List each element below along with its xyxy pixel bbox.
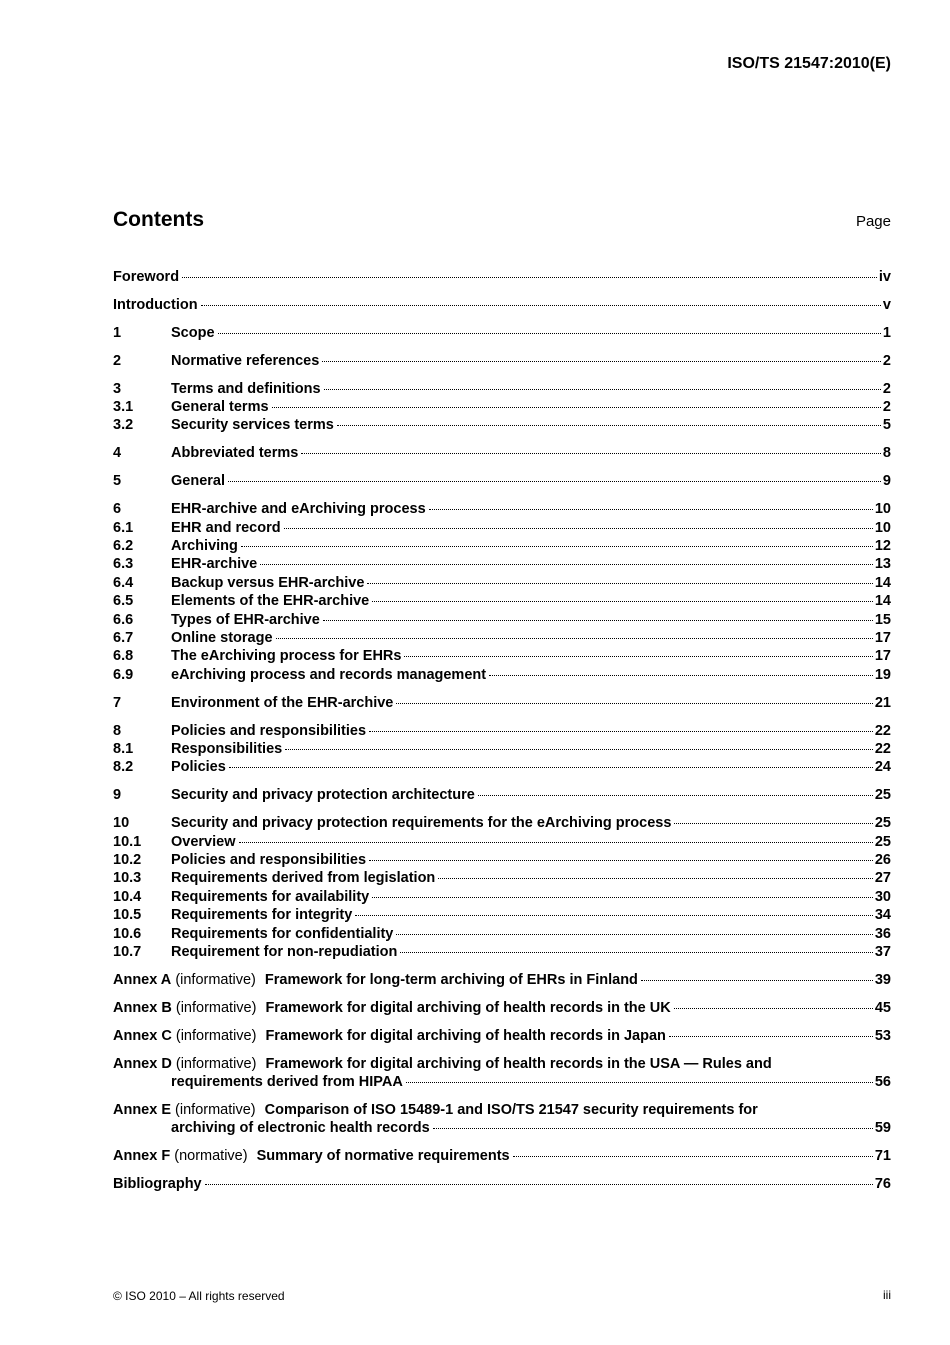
- toc-entry-10-6[interactable]: [113, 925, 891, 943]
- toc-entry-title: Environment of the EHR-archive: [171, 694, 394, 711]
- toc-entry-title: Foreword: [113, 269, 180, 285]
- toc-entry-6-8[interactable]: [113, 647, 891, 665]
- toc-entry-title: Summary of normative requirements: [256, 1148, 510, 1165]
- toc-entry-10-3[interactable]: [113, 869, 891, 887]
- toc-entry-annex-b[interactable]: [113, 999, 891, 1017]
- toc-entry-number: 6.2: [113, 537, 134, 554]
- toc-entry-title: Terms and definitions: [171, 380, 321, 397]
- toc-entry-number: 8.1: [113, 741, 134, 758]
- toc-entry-introduction[interactable]: [113, 296, 891, 314]
- leader-dots: [369, 860, 873, 861]
- toc-entry-number: 4: [113, 445, 122, 462]
- toc-entry-page: 10: [874, 519, 891, 536]
- toc-entry-page: 36: [874, 925, 891, 942]
- leader-dots: [337, 425, 881, 426]
- toc-entry-page: 17: [874, 630, 891, 646]
- toc-entry-number: 7: [113, 694, 122, 711]
- toc-entry-page: 59: [874, 1120, 891, 1137]
- toc-entry-number: 3.1: [113, 399, 134, 416]
- leader-dots: [404, 656, 872, 657]
- toc-entry-annex-e[interactable]: [113, 1101, 891, 1138]
- toc-entry-title: Requirements for integrity: [171, 907, 353, 924]
- toc-entry-number: 3: [113, 380, 122, 397]
- toc-entry-title: Normative references: [171, 352, 320, 369]
- leader-dots: [369, 731, 873, 732]
- toc-entry-7[interactable]: [113, 694, 891, 712]
- leader-dots: [201, 305, 881, 306]
- toc-entry-number: 5: [113, 473, 122, 490]
- leader-dots: [355, 915, 873, 916]
- toc-entry-title: General terms: [171, 399, 269, 416]
- leader-dots: [669, 1036, 873, 1037]
- toc-entry-title: Policies: [171, 759, 226, 776]
- toc-entry-title: Framework for digital archiving of health records in Japan: [265, 1027, 666, 1044]
- annex-line: [113, 1101, 891, 1119]
- annex-label: Annex C: [113, 1027, 172, 1044]
- copyright-notice: © ISO 2010 – All rights reserved: [113, 1289, 285, 1303]
- toc-entry-number: 10.6: [113, 925, 142, 942]
- toc-entry-page: 14: [874, 593, 891, 610]
- leader-dots: [324, 389, 881, 390]
- toc-entry-annex-d[interactable]: [113, 1055, 891, 1092]
- toc-entry-title: The eArchiving process for EHRs: [171, 648, 402, 665]
- toc-entry-title: Framework for digital archiving of health records in the UK: [265, 999, 671, 1016]
- toc-entry-page: 24: [874, 759, 891, 776]
- leader-dots: [241, 546, 873, 547]
- toc-entry-page: 37: [874, 944, 891, 961]
- leader-dots: [438, 878, 873, 879]
- toc-entry-title: Security and privacy protection architecture: [171, 787, 475, 804]
- leader-dots: [641, 980, 873, 981]
- toc-entry-page: 25: [874, 815, 891, 832]
- page-column-label: Page: [855, 213, 891, 230]
- annex-kind: (informative): [175, 1055, 257, 1072]
- toc-entry-page: 26: [874, 852, 891, 869]
- annex-label: Annex B: [113, 999, 172, 1016]
- leader-dots: [489, 675, 873, 676]
- toc-entry-page: iv: [878, 269, 891, 285]
- toc-entry-number: 6.5: [113, 593, 134, 610]
- leader-dots: [372, 601, 873, 602]
- toc-entry-10-1[interactable]: [113, 833, 891, 851]
- leader-dots: [276, 638, 873, 639]
- annex-prefix: [113, 1055, 256, 1073]
- toc-entry-page: 56: [874, 1074, 891, 1091]
- document-id: ISO/TS 21547:2010(E): [727, 55, 891, 72]
- toc-entry-4[interactable]: [113, 444, 891, 462]
- toc-entry-6-6[interactable]: [113, 611, 891, 629]
- leader-dots: [182, 277, 877, 278]
- toc-entry-title: Online storage: [171, 630, 273, 646]
- toc-entry-number: 6.3: [113, 556, 134, 573]
- toc-entry-page: 25: [874, 787, 891, 804]
- toc-entry-title: Policies and responsibilities: [171, 722, 367, 739]
- toc-entry-number: 10.7: [113, 944, 142, 961]
- toc-entry-title: Elements of the EHR-archive: [171, 593, 370, 610]
- annex-prefix: [113, 1147, 248, 1165]
- page-title: Contents: [113, 208, 204, 231]
- toc-entry-6-5[interactable]: [113, 592, 891, 610]
- toc-entry-number: 10: [113, 815, 130, 832]
- toc-entry-8-1[interactable]: [113, 740, 891, 758]
- toc-entry-9[interactable]: [113, 786, 891, 804]
- leader-dots: [272, 407, 881, 408]
- annex-line-cont: [113, 1119, 891, 1137]
- toc-entry-title: Requirements for confidentiality: [171, 925, 394, 942]
- toc-entry-page: 17: [874, 648, 891, 665]
- leader-dots: [239, 842, 873, 843]
- annex-prefix: [113, 1101, 256, 1119]
- toc-entry-number: 6.9: [113, 666, 134, 683]
- toc-entry-annex-c[interactable]: [113, 1027, 891, 1045]
- toc-entry-number: 8: [113, 722, 122, 739]
- leader-dots: [396, 703, 872, 704]
- leader-dots: [372, 897, 873, 898]
- toc-entry-8[interactable]: [113, 722, 891, 740]
- toc-entry-10-5[interactable]: [113, 906, 891, 924]
- toc-entry-number: 9: [113, 787, 122, 804]
- toc-entry-number: 6.4: [113, 574, 134, 591]
- leader-dots: [429, 509, 873, 510]
- toc-entry-3[interactable]: [113, 380, 891, 398]
- toc-entry-title: General: [171, 473, 225, 490]
- annex-label: Annex F: [113, 1148, 171, 1165]
- annex-prefix: [113, 999, 256, 1017]
- toc-entry-5[interactable]: [113, 472, 891, 490]
- toc-entry-annex-f[interactable]: [113, 1147, 891, 1165]
- toc-entry-page: 53: [874, 1027, 891, 1044]
- toc-entry-number: 3.2: [113, 417, 134, 434]
- toc-entry-bibliography[interactable]: [113, 1175, 891, 1193]
- table-of-contents: [113, 268, 891, 1203]
- toc-entry-title-cont: archiving of electronic health records: [171, 1120, 430, 1137]
- toc-entry-6-3[interactable]: [113, 555, 891, 573]
- toc-entry-title: Requirement for non-repudiation: [171, 944, 398, 961]
- leader-dots: [285, 749, 873, 750]
- toc-entry-number: 6.1: [113, 519, 134, 536]
- toc-entry-page: 45: [874, 999, 891, 1016]
- leader-dots: [323, 620, 873, 621]
- toc-entry-title: Requirements for availability: [171, 888, 370, 905]
- toc-entry-6-2[interactable]: [113, 537, 891, 555]
- toc-entry-3-1[interactable]: [113, 398, 891, 416]
- toc-entry-title: Framework for digital archiving of health records in the USA — Rules and: [265, 1055, 772, 1072]
- annex-line: [113, 1055, 891, 1073]
- toc-entry-title-cont: requirements derived from HIPAA: [171, 1074, 403, 1091]
- toc-entry-6-1[interactable]: [113, 519, 891, 537]
- toc-entry-6[interactable]: [113, 500, 891, 518]
- toc-entry-number: 6.8: [113, 648, 134, 665]
- toc-entry-title: Backup versus EHR-archive: [171, 574, 365, 591]
- toc-entry-annex-a[interactable]: [113, 971, 891, 989]
- toc-entry-page: 13: [874, 556, 891, 573]
- toc-entry-title: Requirements derived from legislation: [171, 870, 436, 887]
- toc-entry-title: EHR-archive: [171, 556, 258, 573]
- toc-entry-page: 25: [874, 833, 891, 850]
- annex-line-cont: [113, 1073, 891, 1091]
- toc-entry-number: 1: [113, 324, 122, 341]
- toc-entry-page: 8: [882, 445, 891, 462]
- toc-entry-title: Abbreviated terms: [171, 445, 299, 462]
- toc-entry-page: 1: [882, 324, 891, 341]
- toc-entry-number: 6.7: [113, 630, 134, 646]
- leader-dots: [205, 1184, 873, 1185]
- toc-entry-title: eArchiving process and records management: [171, 666, 487, 683]
- page-number: iii: [883, 1288, 891, 1302]
- toc-entry-6-7[interactable]: [113, 629, 891, 647]
- toc-entry-number: 10.1: [113, 833, 142, 850]
- leader-dots: [513, 1156, 873, 1157]
- toc-entry-number: 6.6: [113, 611, 134, 628]
- toc-entry-foreword[interactable]: [113, 268, 891, 286]
- toc-entry-title: Scope: [171, 324, 215, 341]
- annex-kind: (informative): [175, 1102, 256, 1119]
- toc-entry-page: 30: [874, 888, 891, 905]
- toc-entry-6-4[interactable]: [113, 574, 891, 592]
- toc-entry-number: 6: [113, 501, 122, 518]
- toc-entry-title: Types of EHR-archive: [171, 611, 320, 628]
- leader-dots: [367, 583, 872, 584]
- toc-entry-page: 2: [882, 352, 891, 369]
- toc-entry-number: 10.5: [113, 907, 142, 924]
- annex-kind: (normative): [174, 1148, 248, 1165]
- toc-entry-number: 2: [113, 352, 122, 369]
- annex-label: Annex A: [113, 972, 172, 988]
- toc-entry-title: Comparison of ISO 15489-1 and ISO/TS 21547 security requirements for: [264, 1102, 758, 1119]
- toc-entry-2[interactable]: [113, 352, 891, 370]
- toc-entry-10[interactable]: [113, 814, 891, 832]
- toc-entry-page: 21: [874, 694, 891, 711]
- toc-entry-number: 8.2: [113, 759, 134, 776]
- toc-entry-number: 10.2: [113, 852, 142, 869]
- toc-entry-page: 2: [882, 380, 891, 397]
- leader-dots: [478, 795, 873, 796]
- toc-entry-title: Introduction: [113, 296, 198, 313]
- toc-entry-page: 22: [874, 722, 891, 739]
- leader-dots: [406, 1082, 873, 1083]
- toc-entry-10-7[interactable]: [113, 943, 891, 961]
- toc-entry-title: EHR-archive and eArchiving process: [171, 501, 426, 518]
- toc-entry-page: 15: [874, 611, 891, 628]
- toc-entry-6-9[interactable]: [113, 666, 891, 684]
- toc-entry-10-4[interactable]: [113, 888, 891, 906]
- leader-dots: [674, 823, 872, 824]
- toc-entry-title: Security services terms: [171, 417, 334, 434]
- toc-entry-title: Responsibilities: [171, 741, 283, 758]
- toc-entry-page: 22: [874, 741, 891, 758]
- leader-dots: [400, 952, 873, 953]
- toc-entry-page: 39: [874, 972, 891, 988]
- toc-entry-title: EHR and record: [171, 519, 281, 536]
- toc-entry-title: Bibliography: [113, 1176, 202, 1193]
- leader-dots: [322, 361, 881, 362]
- toc-entry-page: 14: [874, 574, 891, 591]
- toc-entry-page: 9: [882, 473, 891, 490]
- leader-dots: [396, 934, 872, 935]
- leader-dots: [301, 453, 881, 454]
- toc-entry-page: 5: [882, 417, 891, 434]
- toc-entry-page: 27: [874, 870, 891, 887]
- leader-dots: [229, 767, 873, 768]
- annex-label: Annex E: [113, 1102, 172, 1119]
- leader-dots: [260, 564, 873, 565]
- toc-entry-page: 12: [874, 537, 891, 554]
- leader-dots: [218, 333, 881, 334]
- toc-entry-title: Archiving: [171, 537, 238, 554]
- toc-entry-10-2[interactable]: [113, 851, 891, 869]
- annex-prefix: [113, 1027, 256, 1045]
- toc-entry-title: Policies and responsibilities: [171, 852, 367, 869]
- leader-dots: [228, 481, 881, 482]
- leader-dots: [284, 528, 873, 529]
- toc-entry-page: 71: [874, 1148, 891, 1165]
- toc-entry-title: Security and privacy protection requirements for the eArchiving process: [171, 815, 672, 832]
- toc-entry-page: 2: [882, 399, 891, 416]
- toc-entry-page: v: [882, 296, 891, 313]
- annex-kind: (informative): [175, 1027, 257, 1044]
- annex-kind: (informative): [175, 972, 256, 988]
- toc-entry-title: Overview: [171, 833, 236, 850]
- toc-entry-page: 76: [874, 1176, 891, 1193]
- toc-entry-3-2[interactable]: [113, 416, 891, 434]
- contents-header: [113, 208, 891, 232]
- annex-kind: (informative): [175, 999, 257, 1016]
- toc-entry-title: Framework for long-term archiving of EHRs in Finland: [264, 972, 638, 988]
- leader-dots: [433, 1128, 873, 1129]
- toc-entry-8-2[interactable]: [113, 758, 891, 776]
- leader-dots: [674, 1008, 873, 1009]
- annex-prefix: [113, 971, 256, 989]
- toc-entry-page: 19: [874, 666, 891, 683]
- toc-entry-page: 10: [874, 501, 891, 518]
- toc-entry-1[interactable]: [113, 324, 891, 342]
- toc-entry-number: 10.3: [113, 870, 142, 887]
- toc-entry-page: 34: [874, 907, 891, 924]
- annex-label: Annex D: [113, 1055, 172, 1072]
- toc-entry-number: 10.4: [113, 888, 142, 905]
